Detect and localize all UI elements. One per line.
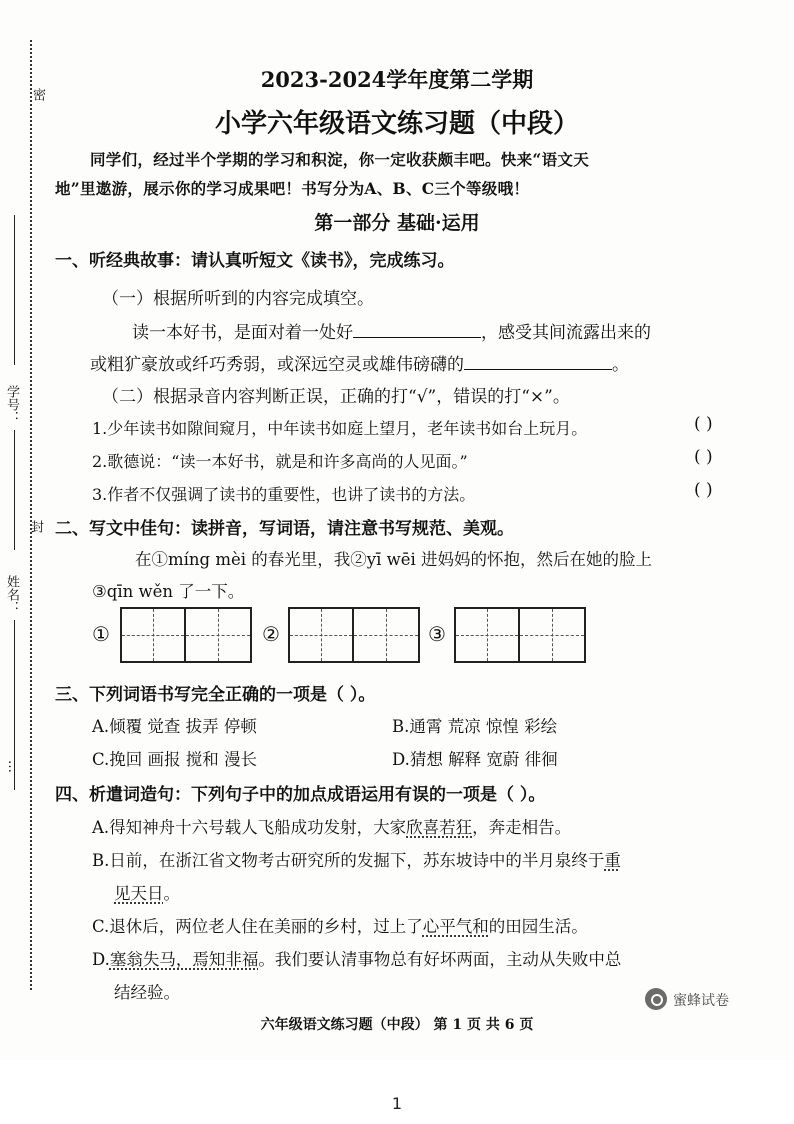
q1-sub1-title: （一）根据所听到的内容完成填空。 [102, 289, 374, 309]
q4-option-c[interactable] [92, 913, 588, 937]
binding-mark-seal: 密 [30, 88, 45, 101]
q4-d-idiom: 塞翁失马，焉知非福 [109, 950, 259, 969]
q4-a-text-pre: A.得知神舟十六号载人飞船成功发射，大家 [92, 818, 407, 837]
q1-title: 一、听经典故事：请认真听短文《读书》，完成练习。 [55, 251, 455, 271]
q1-item-3: 3.作者不仅强调了读书的重要性，也讲了读书的方法。 [92, 485, 476, 504]
q4-b-text-pre: B.日前，在浙江省文物考古研究所的发掘下，苏东坡诗中的半月泉终于 [92, 851, 605, 870]
q2-line-1: 在①míng mèi 的春光里，我②yī wēi 进妈妈的怀抱，然后在她的脸上 [135, 550, 653, 569]
q3-option-c[interactable]: C.挽回 画报 搅和 漫长 [92, 750, 258, 769]
q1-sub2-title: （二）根据录音内容判断正误，正确的打“√”，错误的打“×”。 [102, 387, 570, 407]
writing-grid-3[interactable] [454, 607, 586, 663]
q4-b-idiom-part2: 见天日 [114, 884, 164, 903]
grid-cell[interactable] [456, 609, 520, 661]
q1-answer-paren-1[interactable]: ( ) [694, 414, 713, 434]
q1-fill-d: 。 [612, 355, 629, 375]
binding-dotted-line [30, 40, 32, 990]
q4-b-idiom-part1: 重 [604, 851, 621, 870]
watermark-logo-icon [645, 988, 667, 1010]
grid-label-2: ② [262, 622, 280, 646]
q1-fill-c: 或粗犷豪放或纤巧秀弱，或深远空灵或雄伟磅礴的 [90, 355, 464, 375]
q4-option-d-line2: 结经验。 [114, 983, 180, 1002]
q3-option-d[interactable]: D.猜想 解释 宽蔚 徘徊 [392, 750, 558, 769]
q2-title: 二、写文中佳句：读拼音，写词语，请注意书写规范、美观。 [55, 519, 514, 539]
q4-option-d[interactable]: D.塞翁失马，焉知非福。我们要认清事物总有好坏两面，主动从失败中总 [92, 950, 622, 969]
q4-title: 四、析遣词造句：下列句子中的加点成语运用有误的一项是（ ）。 [55, 785, 546, 805]
page-number: 1 [391, 1094, 403, 1113]
q3-title: 三、下列词语书写完全正确的一项是（ ）。 [55, 685, 376, 705]
q4-c-idiom: 心平气和 [422, 917, 489, 936]
binding-mark-close: 封 [28, 520, 43, 533]
q4-option-b-line2 [114, 880, 180, 904]
q1-fill-line-1 [132, 318, 651, 343]
q1-item-2: 2.歌德说：“读一本好书，就是和许多高尚的人见面。” [92, 452, 468, 471]
grid-label-3: ③ [428, 622, 446, 646]
student-no-line [14, 215, 15, 365]
page-title: 小学六年级语文练习题（中段） [214, 109, 579, 139]
q4-b-text-post: 。 [163, 884, 180, 903]
binding-dots: … [5, 760, 20, 773]
page-footer: 六年级语文练习题（中段） 第 1 页 共 6 页 [260, 1017, 534, 1033]
q3-option-a[interactable]: A.倾覆 觉查 拔弄 停顿 [92, 717, 257, 736]
q4-d-text-post: 。我们要认清事物总有好坏两面，主动从失败中总 [258, 950, 622, 969]
q4-option-b[interactable] [92, 847, 621, 871]
q2-line-2: ③qīn wěn 了一下。 [92, 582, 245, 601]
grid-cell[interactable] [354, 609, 418, 661]
intro-line-2: 地”里遨游，展示你的学习成果吧！书写分为A、B、C三个等级哦！ [55, 179, 530, 198]
intro-line-1: 同学们，经过半个学期的学习和积淀，你一定收获颇丰吧。快来“语文天 [90, 150, 590, 169]
q4-c-text-pre: C.退休后，两位老人住在美丽的乡村，过上了 [92, 917, 423, 936]
q1-answer-paren-2[interactable]: ( ) [694, 447, 713, 467]
term-heading: 2023-2024学年度第二学期 [260, 67, 534, 92]
q1-blank-2[interactable] [464, 351, 612, 370]
q4-c-text-post: 的田园生活。 [488, 917, 588, 936]
q4-a-idiom: 欣喜若狂 [406, 818, 473, 837]
part1-title: 第一部分 基础·运用 [314, 212, 480, 234]
q1-fill-b: ，感受其间流露出来的 [481, 323, 651, 343]
grid-cell[interactable] [122, 609, 186, 661]
writing-grid-2[interactable] [288, 607, 420, 663]
q4-option-a[interactable] [92, 814, 571, 838]
grid-cell[interactable] [520, 609, 584, 661]
q4-a-text-post: ，奔走相告。 [472, 818, 572, 837]
name-label: 姓名： [4, 575, 19, 614]
watermark-text: 蜜蜂试卷 [673, 993, 729, 1009]
q1-item-1: 1.少年读书如隙间窥月，中年读书如庭上望月，老年读书如台上玩月。 [92, 419, 588, 438]
grid-cell[interactable] [186, 609, 250, 661]
q1-blank-1[interactable] [353, 319, 481, 338]
q1-fill-line-2 [90, 350, 629, 375]
grid-label-1: ① [92, 622, 110, 646]
q3-option-b[interactable]: B.通霄 荒凉 惊惶 彩绘 [392, 717, 558, 736]
grid-cell[interactable] [290, 609, 354, 661]
student-no-line-lower [14, 430, 15, 550]
writing-grid-1[interactable] [120, 607, 252, 663]
student-no-label: 学号： [4, 385, 19, 424]
q1-fill-a: 读一本好书，是面对着一处好 [132, 323, 353, 343]
q1-answer-paren-3[interactable]: ( ) [694, 480, 713, 500]
